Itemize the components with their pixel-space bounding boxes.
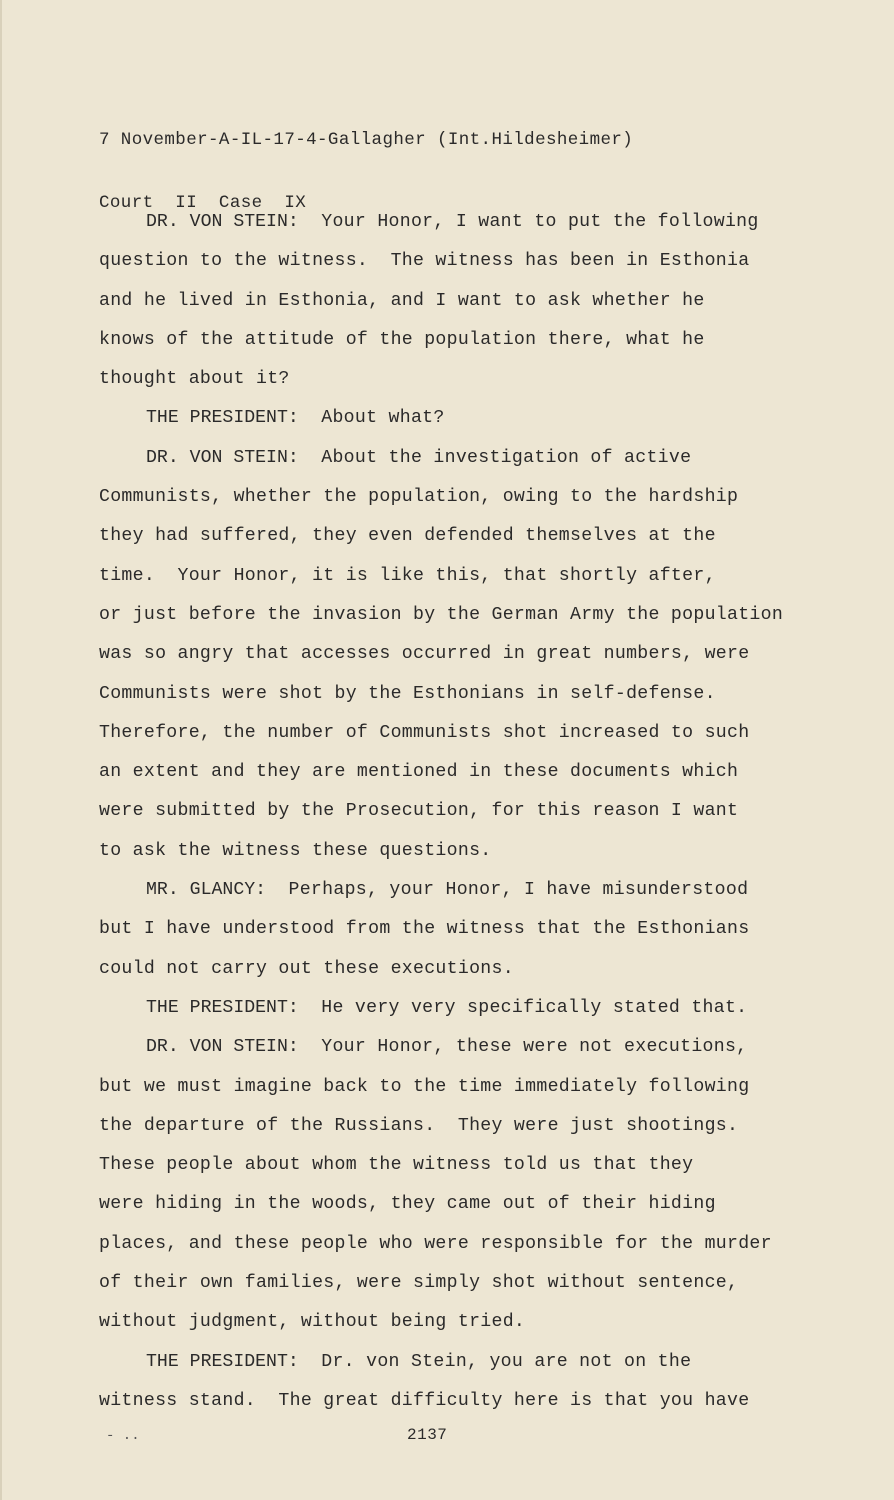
- speaker-label: DR. VON STEIN:: [146, 447, 299, 468]
- transcript-paragraph: [99, 399, 839, 438]
- paragraph-text: Dr. von Stein, you are not on the witness stand. The great difficulty here is that you have: [99, 1351, 750, 1411]
- speaker-label: THE PRESIDENT:: [146, 408, 299, 429]
- paragraph-text: Your Honor, these were not executions, but we must imagine back to the time immediately following the departure of the Russians. They were just shootings. These people about whom the witness told us that they were hiding in the woods, they came out of their hiding places, and these people who were responsible for the murder of their own families, were simply shot without sentence, without judgment, without being tried.: [99, 1037, 772, 1333]
- transcript-paragraph: [99, 1343, 839, 1422]
- paragraph-text: He very very specifically stated that.: [321, 997, 748, 1018]
- speaker-label: THE PRESIDENT:: [146, 997, 299, 1018]
- paragraph-text: About what?: [321, 408, 445, 429]
- header-line-2: Court II Case IX: [99, 193, 307, 213]
- transcript-paragraph: [99, 871, 839, 989]
- page-number: 2137: [407, 1426, 448, 1444]
- transcript-paragraph: [99, 989, 839, 1028]
- paragraph-text: Perhaps, your Honor, I have misunderstood but I have understood from the witness that the Esthonians could not carry out these executions.: [99, 880, 750, 979]
- header-line-1: 7 November-A-IL-17-4-Gallagher (Int.Hildesheimer): [99, 130, 634, 150]
- speaker-label: THE PRESIDENT:: [146, 1351, 299, 1372]
- speaker-label: MR. GLANCY:: [146, 880, 267, 901]
- paragraph-text: About the investigation of active Communists, whether the population, owing to the hardship they had suffered, they even defended themselves at the time. Your Honor, it is like this, that shortly after, or just before the invasion by the German Army the population was so angry that accesses occurred in great numbers, were Communists were shot by the Esthonians in self-defense. Therefore, the number of Communists shot increased to such an extent and they are mentioned in these documents which were submitted by the Prosecution, for this reason I want to ask the witness these questions.: [99, 447, 784, 861]
- transcript-body: [99, 203, 839, 1421]
- speaker-label: DR. VON STEIN:: [146, 212, 299, 232]
- transcript-paragraph: [99, 1028, 839, 1342]
- corner-mark: - ..: [106, 1428, 140, 1444]
- transcript-paragraph: [99, 203, 839, 399]
- transcript-paragraph: [99, 439, 839, 871]
- paragraph-text: Your Honor, I want to put the following question to the witness. The witness has been in Esthonia and he lived in Esthonia, and I want to ask whether he knows of the attitude of the population there, what he thought about it?: [99, 212, 759, 390]
- speaker-label: DR. VON STEIN:: [146, 1037, 299, 1058]
